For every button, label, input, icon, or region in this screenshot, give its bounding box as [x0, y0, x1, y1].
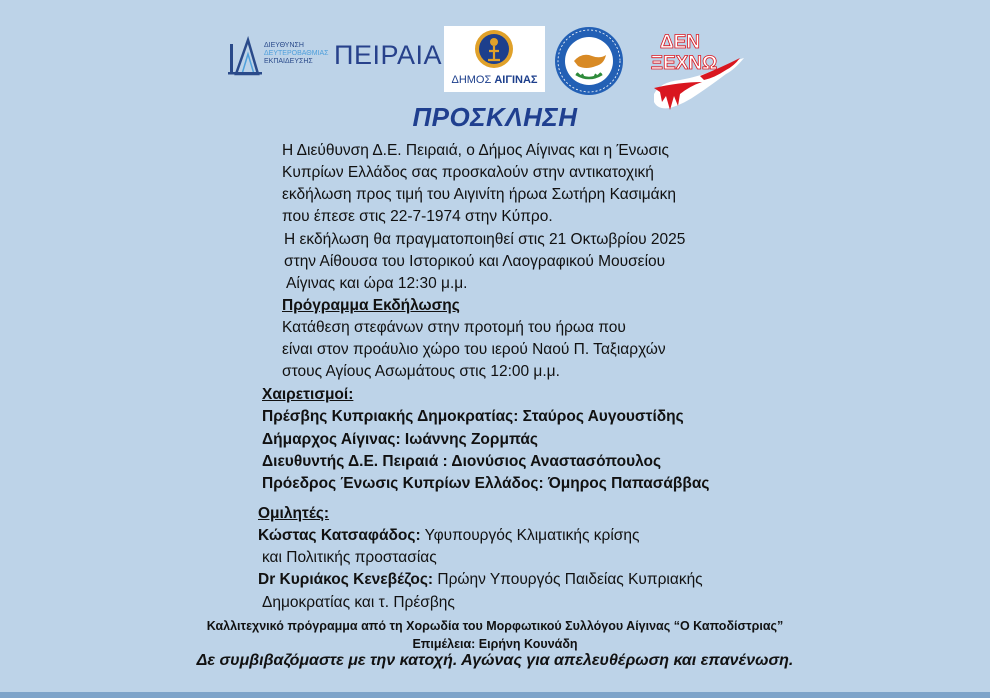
dimos-aiginas-logo — [444, 26, 545, 92]
ddp-line-2: ΔΕΥΤΕΡΟΒΑΘΜΙΑΣ — [264, 50, 329, 57]
ddp-big-text: ΠΕΙΡΑΙΑ — [334, 40, 443, 70]
dimos-text — [444, 74, 545, 86]
greeting-line: Πρόεδρος Ένωσις Κυπρίων Ελλάδος: Όμηρος Παπασάββας — [262, 475, 710, 492]
speaker-role-cont: Δημοκρατίας και τ. Πρέσβης — [262, 594, 455, 611]
artistic-program-line: Καλλιτεχνικό πρόγραμμα από τη Χορωδία του Μορφωτικού Συλλόγου Αίγινας “Ο Καποδίστριας” — [206, 619, 784, 633]
ddp-line-3: ΕΚΠΑΙΔΕΥΣΗΣ — [264, 58, 313, 65]
speaker-role-cont: και Πολιτικής προστασίας — [262, 549, 437, 566]
intro-line: Η Διεύθυνση Δ.Ε. Πειραιά, ο Δήμος Αίγινας και η Ένωσις — [282, 142, 669, 159]
ddp-peiraia-logo — [228, 36, 443, 80]
curation-line: Επιμέλεια: Ειρήνη Κουνάδη — [412, 637, 578, 651]
den-text: ΔΕΝ — [659, 32, 701, 53]
speaker-role: Υφυπουργός Κλιματικής κρίσης — [420, 527, 640, 544]
motto-line: Δε συμβιβαζόμαστε με την κατοχή. Αγώνας για απελευθέρωση και επανένωση. — [196, 652, 794, 669]
xexno-text: ΞΕΧΝΩ — [650, 53, 718, 74]
bottom-bar — [0, 692, 990, 698]
page-title: ΠΡΟΣΚΛΗΣΗ — [412, 102, 578, 132]
program-line: είναι στον προάυλιο χώρο του ιερού Ναού Π. Ταξιαρχών — [282, 341, 666, 358]
greetings-heading: Χαιρετισμοί: — [262, 386, 354, 403]
speaker-name: Dr Κυριάκος Κενεβέζος: — [258, 571, 434, 588]
enosis-kyprion-logo — [554, 26, 624, 96]
intro-line: Αίγινας και ώρα 12:30 μ.μ. — [286, 275, 468, 292]
ddp-line-1: ΔΙΕΥΘΥΝΣΗ — [264, 42, 304, 49]
dimos-emblem-icon — [474, 29, 514, 69]
intro-line: Κυπρίων Ελλάδος σας προσκαλούν στην αντικατοχική — [282, 164, 654, 181]
program-heading: Πρόγραμμα Εκδήλωσης — [282, 297, 460, 314]
dimos-prefix: ΔΗΜΟΣ — [451, 74, 492, 86]
greeting-line: Δήμαρχος Αίγινας: Ιωάννης Ζορμπάς — [262, 431, 538, 448]
ddp-emblem-icon — [228, 36, 262, 76]
intro-line: που έπεσε στις 22-7-1974 στην Κύπρο. — [282, 208, 553, 225]
speaker-line — [258, 570, 703, 590]
intro-line: στην Αίθουσα του Ιστορικού και Λαογραφικού Μουσείου — [284, 253, 666, 270]
program-line: Κατάθεση στεφάνων στην προτομή του ήρωα που — [282, 319, 626, 336]
intro-line: Η εκδήλωση θα πραγματοποιηθεί στις 21 Οκτωβρίου 2025 — [284, 231, 686, 248]
ddp-small-text — [264, 42, 328, 66]
speaker-name: Κώστας Κατσαφάδος: — [258, 527, 421, 544]
greeting-line: Πρέσβης Κυπριακής Δημοκρατίας: Σταύρος Αυγουστίδης — [262, 408, 684, 425]
speaker-line — [258, 526, 639, 546]
intro-line: εκδήλωση προς τιμή του Αιγινίτη ήρωα Σωτήρη Κασιμάκη — [282, 186, 676, 203]
speaker-role: Πρώην Υπουργός Παιδείας Κυπριακής — [433, 571, 703, 588]
dimos-name: ΑΙΓΙΝΑΣ — [494, 74, 538, 86]
logo-row — [0, 22, 990, 96]
program-line: στους Αγίους Ασωμάτους στις 12:00 μ.μ. — [282, 363, 560, 380]
greeting-line: Διευθυντής Δ.Ε. Πειραιά : Διονύσιος Αναστασόπουλος — [262, 453, 662, 470]
speakers-heading: Ομιλητές: — [258, 505, 330, 522]
